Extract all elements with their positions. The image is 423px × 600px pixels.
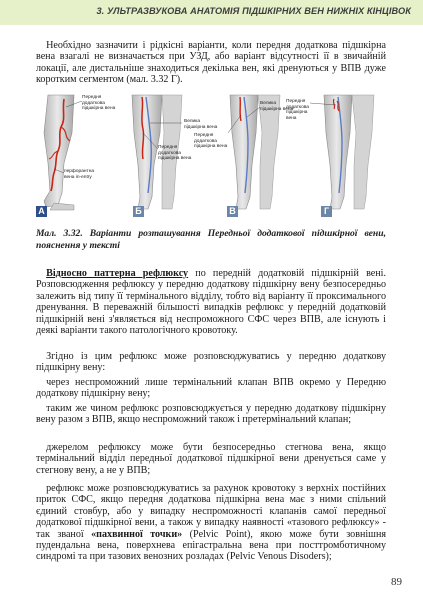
body-paragraph-5-text: джерелом рефлюксу може бути безпосередньо стегнова вена, якщо термінальний відділ передньої додаткової підшкірної вени дренується саме у стегнову вену, а не у ВПВ;	[36, 442, 386, 476]
panel-letter-c: В	[229, 206, 236, 216]
body-paragraph-2-text: Згідно із цим рефлюкс може розповсюджуватись у передню додаткову підшкірну вену:	[36, 351, 386, 374]
body-paragraph-6-bold: «пахвинної точки»	[91, 528, 183, 540]
label-d-anterior-vein: Передня додаткова підшкірна вена	[286, 99, 309, 121]
body-paragraph-3-text: через неспроможний лише термінальний клапан ВПВ окремо у Передню додаткову підшкірну вену;	[36, 377, 386, 400]
label-c-great-saphenous: Велика підшкірна вена	[260, 101, 294, 112]
body-paragraph-6-text-b: (Pelvic Point), якою може бути зовнішня пудендальна вена, поверхнева епігастральна вена при посттромботичному синдромі та при тазових венозних розладах (Pelvic Venous Disoders);	[36, 528, 386, 563]
figure-illustration	[34, 93, 386, 220]
body-paragraph-1-lead: Відносно паттерна рефлюксу	[46, 268, 189, 279]
body-paragraph-2	[36, 351, 386, 374]
running-header-title: 3. УЛЬТРАЗВУКОВА АНАТОМІЯ ПІДШКІРНИХ ВЕН НИЖНІХ КІНЦІВОК	[96, 6, 411, 16]
panel-a-leg	[44, 95, 74, 210]
body-paragraph-6-text-a: рефлюкс може розповсюджуватись за рахунок кровотоку з верхніх постійних приток СФС, якщо передня додаткова підшкірна вена має з ними спільний єдиний стовбур, або у випадку неспроможності клапанів самої передньої додаткової підшкірної вени, а також у випадку наявності «тазового рефлюксу» - так званої	[36, 483, 386, 540]
body-paragraph-1	[36, 268, 386, 336]
label-b-anterior-vein: Передня додаткова підшкірна вена	[158, 145, 192, 162]
intro-paragraph-text: Необхідно зазначити і рідкісні варіанти, коли передня додаткова підшкірна вена взагалі не визначається при УЗД, або варіант відсутності її в звичайній локації, але дистальніше знаходиться декілька вен, які дренуються у ВПВ дуже коротким сегментом (мал. 3.32 Г).	[36, 40, 386, 86]
panel-letter-b: Б	[135, 206, 142, 216]
panel-d-leg	[324, 95, 374, 209]
body-paragraph-4-text: таким же чином рефлюкс розповсюджується у передню додаткову підшкірну вену разом з ВПВ, якщо неспроможний також і претермінальний клапан;	[36, 403, 386, 426]
figure-caption: Мал. 3.32. Варіанти розташування Передньої додаткової підшкірної вени, пояснення у тексті	[36, 228, 386, 251]
body-paragraph-5	[36, 442, 386, 476]
label-a-anterior-vein: Передня додаткова підшкірна вена	[82, 95, 116, 112]
body-paragraph-4	[36, 403, 386, 426]
body-paragraph-3	[36, 377, 386, 400]
intro-paragraph	[36, 40, 386, 86]
body-paragraph-1-rest: по передній додатковій підшкірній вені. Розповсюдження рефлюксу у передню додаткову підшкірну вену безпосередньо залежить від типу її термінального відділу, тобто від варіанту її проксимального дренування. В переважній більшості випадків рефлюкс у передній додатковій підшкірній вені з'являється від неспроможного СФС через ВПВ, але існують і деякі варіанти такого патологічного кровотоку.	[36, 268, 386, 337]
body-paragraph-6	[36, 483, 386, 563]
label-a-perforator: перфорантна вена in-entry	[64, 169, 95, 180]
panel-letter-d: Г	[323, 206, 330, 216]
label-b-great-saphenous: Велика підшкірна вена	[184, 119, 218, 130]
figure-3-32	[34, 93, 386, 220]
page-number: 89	[391, 576, 402, 588]
panel-letter-a: А	[38, 206, 45, 216]
label-c-anterior-vein: Передня додаткова підшкірна вена	[194, 133, 228, 150]
